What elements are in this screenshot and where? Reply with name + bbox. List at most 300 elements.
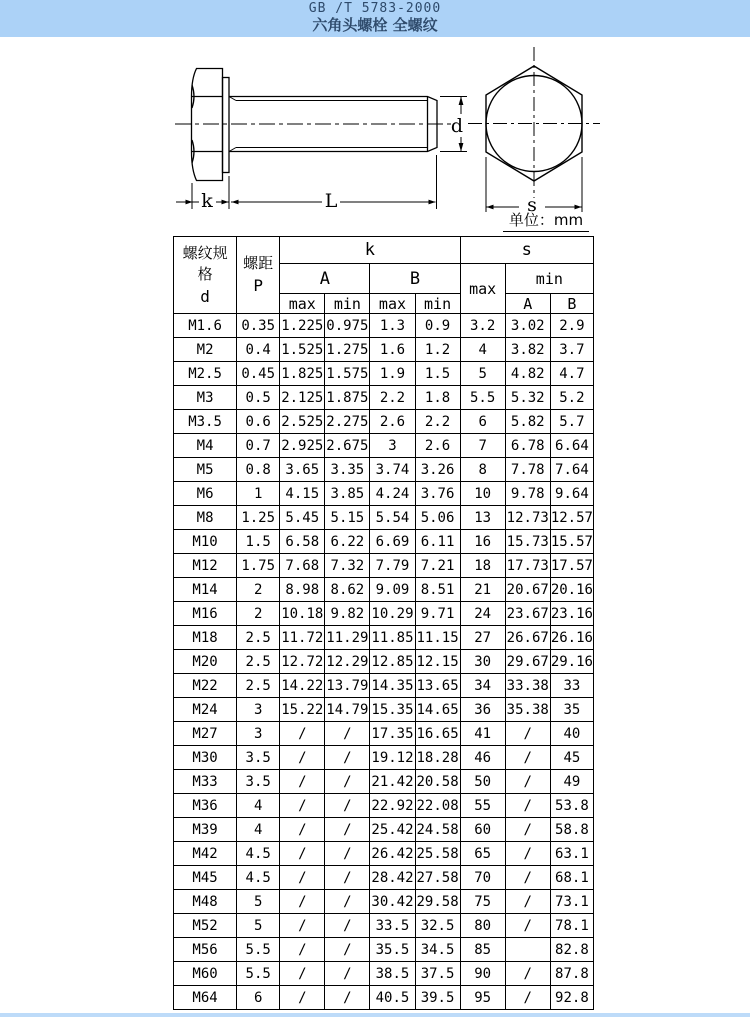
table-row: [174, 986, 594, 1010]
value-cell: 0.45: [237, 362, 280, 386]
value-cell: 12.29: [325, 650, 370, 674]
value-cell: 3.02: [505, 314, 550, 338]
value-cell: /: [325, 962, 370, 986]
thread-spec-cell: M2: [174, 338, 237, 362]
value-cell: 11.72: [280, 626, 325, 650]
value-cell: 46: [460, 746, 505, 770]
unit-label: 单位：mm: [503, 210, 589, 232]
value-cell: 2.525: [280, 410, 325, 434]
value-cell: /: [280, 746, 325, 770]
value-cell: 14.22: [280, 674, 325, 698]
thread-spec-cell: M4: [174, 434, 237, 458]
value-cell: 87.8: [550, 962, 593, 986]
value-cell: 2.9: [550, 314, 593, 338]
value-cell: /: [325, 794, 370, 818]
value-cell: 5.7: [550, 410, 593, 434]
value-cell: 10.29: [370, 602, 415, 626]
value-cell: 5.5: [460, 386, 505, 410]
value-cell: 1.3: [370, 314, 415, 338]
value-cell: 0.8: [237, 458, 280, 482]
value-cell: /: [505, 818, 550, 842]
thread-spec-cell: M18: [174, 626, 237, 650]
value-cell: 1.2: [415, 338, 460, 362]
value-cell: 3.82: [505, 338, 550, 362]
value-cell: 39.5: [415, 986, 460, 1010]
value-cell: 0.9: [415, 314, 460, 338]
value-cell: 7.21: [415, 554, 460, 578]
table-row: [174, 842, 594, 866]
value-cell: 7.64: [550, 458, 593, 482]
thread-spec-cell: M30: [174, 746, 237, 770]
value-cell: 80: [460, 914, 505, 938]
value-cell: 1.25: [237, 506, 280, 530]
value-cell: 0.7: [237, 434, 280, 458]
value-cell: 20.16: [550, 578, 593, 602]
table-row: [174, 338, 594, 362]
value-cell: 1.6: [370, 338, 415, 362]
value-cell: 9.09: [370, 578, 415, 602]
value-cell: 1.5: [415, 362, 460, 386]
value-cell: 2.2: [415, 410, 460, 434]
value-cell: /: [280, 722, 325, 746]
value-cell: 1.8: [415, 386, 460, 410]
value-cell: 9.64: [550, 482, 593, 506]
value-cell: 1.9: [370, 362, 415, 386]
value-cell: 65: [460, 842, 505, 866]
col-subgroup-k-a: A: [280, 264, 370, 294]
value-cell: 5.06: [415, 506, 460, 530]
value-cell: 63.1: [550, 842, 593, 866]
dimension-L-label: L: [324, 190, 338, 212]
value-cell: 33.5: [370, 914, 415, 938]
value-cell: 21.42: [370, 770, 415, 794]
value-cell: 2: [237, 602, 280, 626]
thread-spec-cell: M3: [174, 386, 237, 410]
value-cell: 24.58: [415, 818, 460, 842]
value-cell: 12.85: [370, 650, 415, 674]
thread-spec-cell: M16: [174, 602, 237, 626]
value-cell: 1.575: [325, 362, 370, 386]
table-row: [174, 362, 594, 386]
value-cell: 6: [460, 410, 505, 434]
col-header-pitch: 螺距 P: [237, 237, 280, 314]
thread-spec-cell: M12: [174, 554, 237, 578]
thread-spec-cell: M3.5: [174, 410, 237, 434]
value-cell: 90: [460, 962, 505, 986]
value-cell: 95: [460, 986, 505, 1010]
value-cell: 35: [550, 698, 593, 722]
thread-spec-cell: M10: [174, 530, 237, 554]
value-cell: 15.35: [370, 698, 415, 722]
value-cell: 3.7: [550, 338, 593, 362]
value-cell: 24: [460, 602, 505, 626]
value-cell: 82.8: [550, 938, 593, 962]
value-cell: [505, 938, 550, 962]
value-cell: 27.58: [415, 866, 460, 890]
value-cell: 3.5: [237, 770, 280, 794]
col-header-s-min-a: A: [505, 294, 550, 314]
table-row: [174, 818, 594, 842]
value-cell: 3.2: [460, 314, 505, 338]
value-cell: 3.76: [415, 482, 460, 506]
value-cell: 0.5: [237, 386, 280, 410]
value-cell: /: [280, 818, 325, 842]
value-cell: 11.15: [415, 626, 460, 650]
value-cell: /: [505, 986, 550, 1010]
value-cell: 29.67: [505, 650, 550, 674]
value-cell: 15.22: [280, 698, 325, 722]
value-cell: 17.73: [505, 554, 550, 578]
value-cell: 36: [460, 698, 505, 722]
value-cell: 19.12: [370, 746, 415, 770]
value-cell: /: [325, 914, 370, 938]
value-cell: /: [505, 962, 550, 986]
thread-spec-cell: M22: [174, 674, 237, 698]
table-row: [174, 434, 594, 458]
value-cell: 14.65: [415, 698, 460, 722]
col-group-s: s: [460, 237, 593, 264]
table-row: [174, 650, 594, 674]
table-row: [174, 722, 594, 746]
value-cell: 16.65: [415, 722, 460, 746]
value-cell: 30: [460, 650, 505, 674]
table-row: [174, 554, 594, 578]
col-header-kb-min: min: [415, 294, 460, 314]
value-cell: 3.5: [237, 746, 280, 770]
thread-spec-cell: M2.5: [174, 362, 237, 386]
value-cell: 75: [460, 890, 505, 914]
value-cell: 25.42: [370, 818, 415, 842]
value-cell: /: [280, 794, 325, 818]
value-cell: 4.24: [370, 482, 415, 506]
col-header-ka-min: min: [325, 294, 370, 314]
value-cell: 10.18: [280, 602, 325, 626]
value-cell: 33: [550, 674, 593, 698]
value-cell: 29.16: [550, 650, 593, 674]
value-cell: 50: [460, 770, 505, 794]
value-cell: 9.78: [505, 482, 550, 506]
value-cell: 1.5: [237, 530, 280, 554]
value-cell: 25.58: [415, 842, 460, 866]
thread-spec-cell: M42: [174, 842, 237, 866]
thread-spec-cell: M60: [174, 962, 237, 986]
value-cell: 26.16: [550, 626, 593, 650]
table-row: [174, 674, 594, 698]
value-cell: 26.42: [370, 842, 415, 866]
value-cell: /: [325, 890, 370, 914]
value-cell: 5: [237, 890, 280, 914]
col-header-s-min: min: [505, 264, 593, 294]
value-cell: 34.5: [415, 938, 460, 962]
value-cell: /: [505, 866, 550, 890]
value-cell: 78.1: [550, 914, 593, 938]
value-cell: 60: [460, 818, 505, 842]
value-cell: /: [280, 770, 325, 794]
value-cell: 15.73: [505, 530, 550, 554]
value-cell: /: [280, 962, 325, 986]
value-cell: 14.79: [325, 698, 370, 722]
table-row: [174, 314, 594, 338]
value-cell: 3.26: [415, 458, 460, 482]
value-cell: 1.275: [325, 338, 370, 362]
value-cell: 11.29: [325, 626, 370, 650]
value-cell: 1.225: [280, 314, 325, 338]
value-cell: 12.72: [280, 650, 325, 674]
value-cell: 8.51: [415, 578, 460, 602]
value-cell: 2.125: [280, 386, 325, 410]
value-cell: 11.85: [370, 626, 415, 650]
col-subgroup-k-b: B: [370, 264, 460, 294]
value-cell: 5.15: [325, 506, 370, 530]
dimension-d-label: d: [450, 115, 464, 137]
value-cell: 23.16: [550, 602, 593, 626]
value-cell: 12.57: [550, 506, 593, 530]
value-cell: 0.4: [237, 338, 280, 362]
value-cell: 17.57: [550, 554, 593, 578]
value-cell: 7.79: [370, 554, 415, 578]
thread-spec-cell: M45: [174, 866, 237, 890]
value-cell: 5.5: [237, 938, 280, 962]
value-cell: 3.65: [280, 458, 325, 482]
thread-spec-cell: M36: [174, 794, 237, 818]
value-cell: 4: [237, 818, 280, 842]
value-cell: 6: [237, 986, 280, 1010]
value-cell: 5.5: [237, 962, 280, 986]
value-cell: /: [325, 866, 370, 890]
col-header-s-min-b: B: [550, 294, 593, 314]
thread-spec-cell: M20: [174, 650, 237, 674]
value-cell: 3: [370, 434, 415, 458]
value-cell: /: [505, 770, 550, 794]
thread-spec-cell: M52: [174, 914, 237, 938]
thread-spec-cell: M1.6: [174, 314, 237, 338]
table-row: [174, 938, 594, 962]
value-cell: 4.15: [280, 482, 325, 506]
table-row: [174, 698, 594, 722]
table-row: [174, 866, 594, 890]
value-cell: 5.45: [280, 506, 325, 530]
thread-spec-cell: M56: [174, 938, 237, 962]
value-cell: 12.15: [415, 650, 460, 674]
value-cell: 13: [460, 506, 505, 530]
value-cell: 9.71: [415, 602, 460, 626]
value-cell: 18: [460, 554, 505, 578]
value-cell: 85: [460, 938, 505, 962]
value-cell: 4.5: [237, 866, 280, 890]
value-cell: 3: [237, 722, 280, 746]
bottom-edge: [0, 1013, 750, 1017]
value-cell: 35.38: [505, 698, 550, 722]
spec-table: [173, 236, 594, 1010]
value-cell: /: [280, 890, 325, 914]
value-cell: 3.85: [325, 482, 370, 506]
value-cell: /: [280, 986, 325, 1010]
table-row: [174, 410, 594, 434]
value-cell: 49: [550, 770, 593, 794]
value-cell: /: [505, 794, 550, 818]
table-row: [174, 602, 594, 626]
value-cell: 21: [460, 578, 505, 602]
value-cell: 4: [237, 794, 280, 818]
value-cell: 20.58: [415, 770, 460, 794]
thread-spec-cell: M39: [174, 818, 237, 842]
title-banner: [0, 0, 750, 37]
value-cell: 1.75: [237, 554, 280, 578]
value-cell: 17.35: [370, 722, 415, 746]
value-cell: 73.1: [550, 890, 593, 914]
table-row: [174, 578, 594, 602]
value-cell: 6.58: [280, 530, 325, 554]
col-header-ka-max: max: [280, 294, 325, 314]
table-row: [174, 482, 594, 506]
col-header-kb-max: max: [370, 294, 415, 314]
value-cell: 27: [460, 626, 505, 650]
value-cell: /: [505, 722, 550, 746]
value-cell: 8.62: [325, 578, 370, 602]
dimension-s-label: s: [527, 194, 537, 216]
table-row: [174, 506, 594, 530]
table-row: [174, 386, 594, 410]
value-cell: 13.65: [415, 674, 460, 698]
table-row: [174, 962, 594, 986]
value-cell: /: [325, 770, 370, 794]
value-cell: 8: [460, 458, 505, 482]
value-cell: 6.22: [325, 530, 370, 554]
value-cell: 2.2: [370, 386, 415, 410]
value-cell: 45: [550, 746, 593, 770]
value-cell: 22.92: [370, 794, 415, 818]
value-cell: 38.5: [370, 962, 415, 986]
value-cell: 2.6: [415, 434, 460, 458]
value-cell: 6.69: [370, 530, 415, 554]
thread-spec-cell: M6: [174, 482, 237, 506]
value-cell: 26.67: [505, 626, 550, 650]
value-cell: 7.78: [505, 458, 550, 482]
value-cell: 18.28: [415, 746, 460, 770]
value-cell: 8.98: [280, 578, 325, 602]
value-cell: 37.5: [415, 962, 460, 986]
value-cell: 5.54: [370, 506, 415, 530]
value-cell: /: [325, 938, 370, 962]
value-cell: 1.875: [325, 386, 370, 410]
thread-spec-cell: M33: [174, 770, 237, 794]
thread-spec-cell: M24: [174, 698, 237, 722]
value-cell: 9.82: [325, 602, 370, 626]
value-cell: 23.67: [505, 602, 550, 626]
value-cell: 6.11: [415, 530, 460, 554]
value-cell: 55: [460, 794, 505, 818]
value-cell: 34: [460, 674, 505, 698]
col-header-thread-spec: 螺纹规 格 d: [174, 237, 237, 314]
table-row: [174, 914, 594, 938]
value-cell: 4.82: [505, 362, 550, 386]
value-cell: /: [505, 842, 550, 866]
value-cell: 2: [237, 578, 280, 602]
table-body: [174, 314, 594, 1010]
value-cell: 0.975: [325, 314, 370, 338]
value-cell: 5: [237, 914, 280, 938]
table-row: [174, 890, 594, 914]
value-cell: 1: [237, 482, 280, 506]
table-row: [174, 458, 594, 482]
value-cell: 12.73: [505, 506, 550, 530]
value-cell: 0.6: [237, 410, 280, 434]
table-row: [174, 746, 594, 770]
value-cell: 40.5: [370, 986, 415, 1010]
value-cell: 2.6: [370, 410, 415, 434]
value-cell: /: [280, 866, 325, 890]
value-cell: /: [280, 914, 325, 938]
value-cell: /: [280, 938, 325, 962]
value-cell: 58.8: [550, 818, 593, 842]
standard-title: 六角头螺栓 全螺纹: [312, 16, 438, 34]
value-cell: /: [505, 914, 550, 938]
value-cell: /: [325, 746, 370, 770]
value-cell: 7.68: [280, 554, 325, 578]
value-cell: 2.5: [237, 650, 280, 674]
value-cell: 40: [550, 722, 593, 746]
value-cell: 4: [460, 338, 505, 362]
col-group-k: k: [280, 237, 460, 264]
table-row: [174, 626, 594, 650]
value-cell: 33.38: [505, 674, 550, 698]
value-cell: 7.32: [325, 554, 370, 578]
value-cell: 32.5: [415, 914, 460, 938]
value-cell: 2.675: [325, 434, 370, 458]
value-cell: 16: [460, 530, 505, 554]
value-cell: 2.5: [237, 626, 280, 650]
value-cell: 15.57: [550, 530, 593, 554]
thread-spec-cell: M5: [174, 458, 237, 482]
value-cell: 2.925: [280, 434, 325, 458]
value-cell: 5.2: [550, 386, 593, 410]
value-cell: /: [505, 890, 550, 914]
value-cell: /: [325, 986, 370, 1010]
value-cell: /: [325, 722, 370, 746]
value-cell: 6.64: [550, 434, 593, 458]
value-cell: /: [505, 746, 550, 770]
value-cell: 13.79: [325, 674, 370, 698]
col-header-s-max: max: [460, 264, 505, 314]
value-cell: 22.08: [415, 794, 460, 818]
value-cell: 53.8: [550, 794, 593, 818]
value-cell: 1.525: [280, 338, 325, 362]
value-cell: 7: [460, 434, 505, 458]
value-cell: 4.5: [237, 842, 280, 866]
value-cell: 3.74: [370, 458, 415, 482]
value-cell: 3: [237, 698, 280, 722]
thread-spec-cell: M48: [174, 890, 237, 914]
value-cell: 14.35: [370, 674, 415, 698]
value-cell: 35.5: [370, 938, 415, 962]
value-cell: 1.825: [280, 362, 325, 386]
value-cell: 30.42: [370, 890, 415, 914]
dimension-k-label: k: [201, 190, 213, 212]
value-cell: 68.1: [550, 866, 593, 890]
value-cell: 2.275: [325, 410, 370, 434]
value-cell: 5: [460, 362, 505, 386]
value-cell: /: [280, 842, 325, 866]
value-cell: 6.78: [505, 434, 550, 458]
value-cell: /: [325, 842, 370, 866]
standard-number: GB /T 5783-2000: [308, 1, 442, 16]
value-cell: 5.32: [505, 386, 550, 410]
table-row: [174, 530, 594, 554]
value-cell: 3.35: [325, 458, 370, 482]
thread-spec-cell: M14: [174, 578, 237, 602]
value-cell: 5.82: [505, 410, 550, 434]
value-cell: 10: [460, 482, 505, 506]
